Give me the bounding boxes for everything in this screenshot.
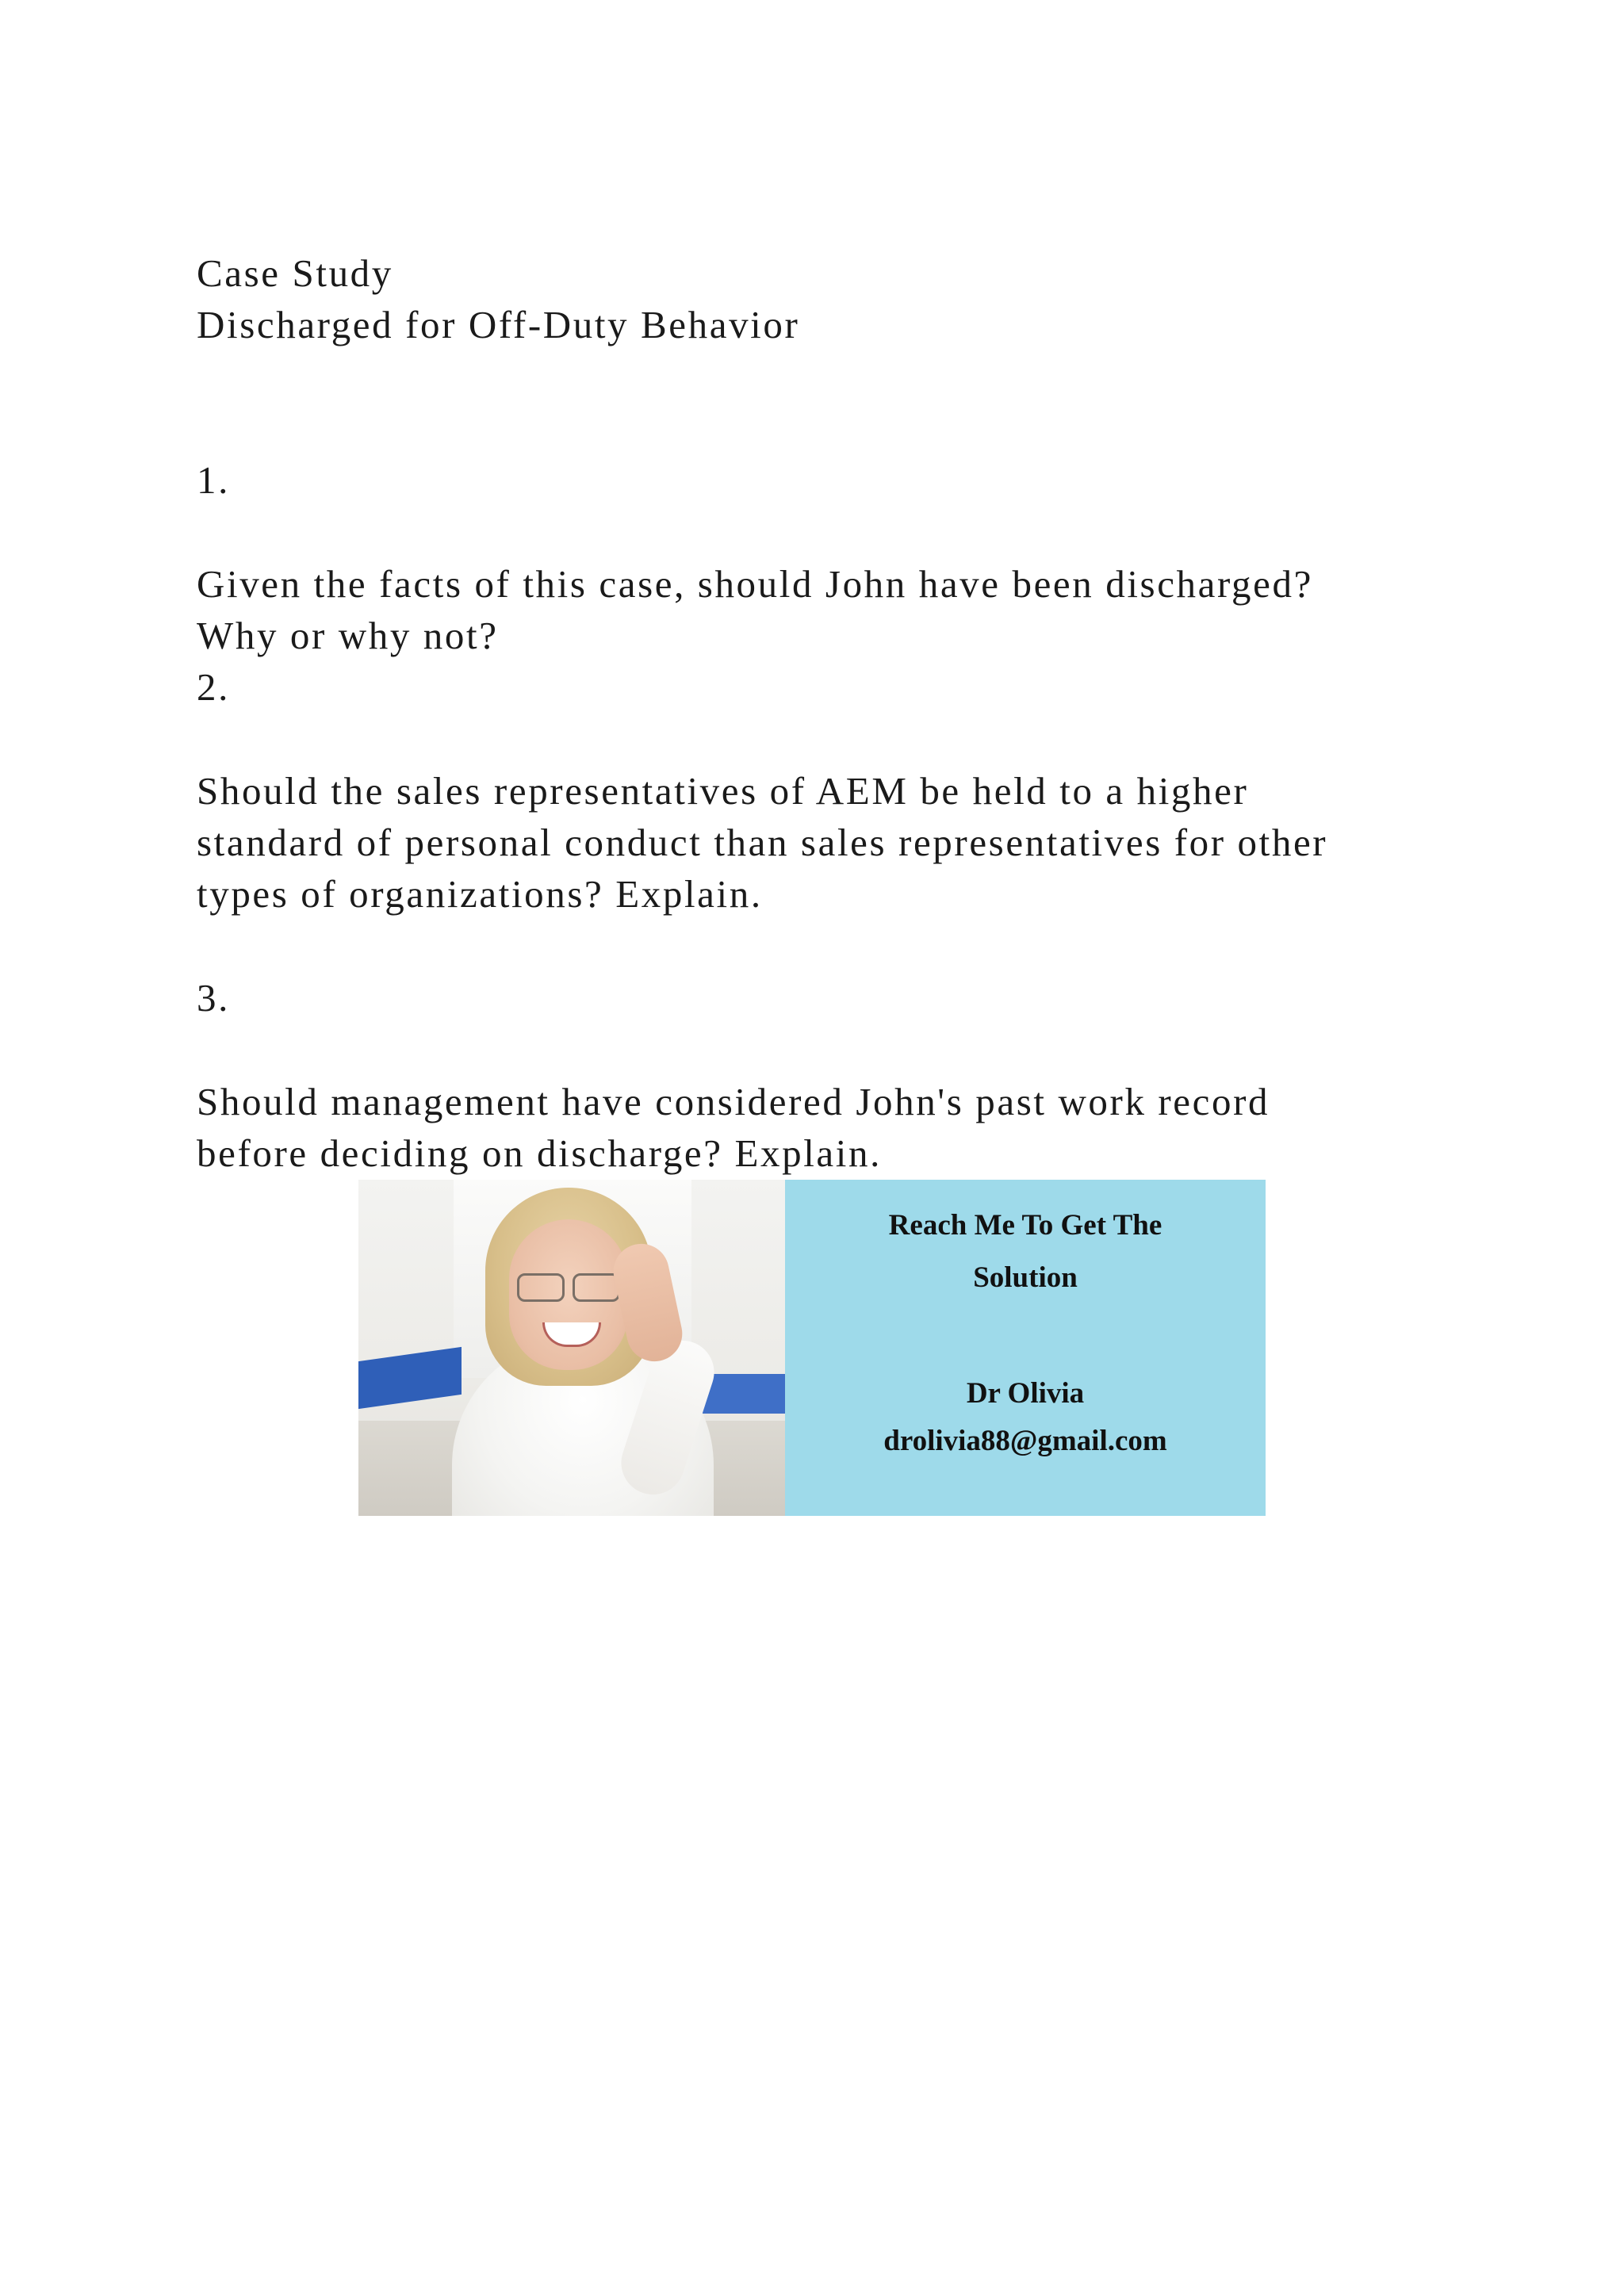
- question-2-number: 2.: [197, 665, 230, 709]
- question-3-line-1: Should management have considered John's past work record: [197, 1080, 1270, 1123]
- question-2-line-3: types of organizations? Explain.: [197, 872, 763, 916]
- woman-photo: [358, 1180, 785, 1516]
- contact-banner: [358, 1180, 1266, 1516]
- question-2-line-1: Should the sales representatives of AEM be held to a higher: [197, 769, 1249, 813]
- question-3-number: 3.: [197, 976, 230, 1020]
- question-3-line-2: before deciding on discharge? Explain.: [197, 1131, 882, 1175]
- contact-email: drolivia88@gmail.com: [883, 1425, 1167, 1457]
- question-2-line-2: standard of personal conduct than sales representatives for other: [197, 821, 1328, 864]
- question-1: [197, 558, 1313, 713]
- contact-name: Dr Olivia: [966, 1377, 1085, 1410]
- question-1-line-1: Given the facts of this case, should John have been discharged?: [197, 562, 1313, 606]
- contact-card: [785, 1180, 1266, 1516]
- contact-card-line-2: Solution: [973, 1261, 1078, 1294]
- heading-title: Case Study: [197, 251, 393, 295]
- question-2: [197, 765, 1327, 920]
- question-1-number: 1.: [197, 458, 230, 502]
- heading-subtitle: Discharged for Off-Duty Behavior: [197, 303, 800, 346]
- question-1-line-2: Why or why not?: [197, 614, 499, 657]
- question-3: [197, 1076, 1270, 1179]
- contact-card-line-1: Reach Me To Get The: [888, 1209, 1162, 1242]
- heading: [197, 247, 799, 350]
